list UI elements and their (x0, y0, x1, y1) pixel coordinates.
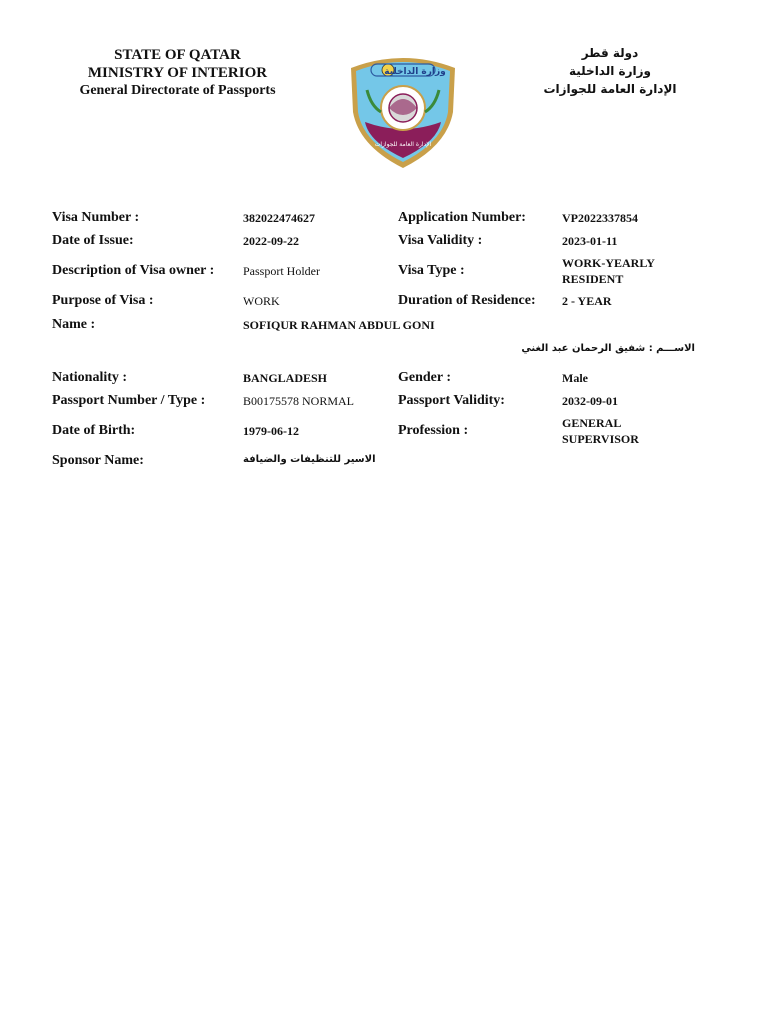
header-arabic (520, 44, 700, 98)
label-arabic-name: الاســـم : (648, 343, 695, 354)
header-english (40, 46, 315, 100)
row-date-of-issue (0, 233, 768, 253)
label-duration-of-residence: Duration of Residence: (398, 293, 536, 308)
label-date-of-issue: Date of Issue: (52, 233, 134, 248)
value-sponsor-name: الاسير للتنظيفات والضيافة (243, 454, 376, 465)
value-purpose-of-visa: WORK (243, 294, 280, 308)
value-passport-number-type: B00175578 NORMAL (243, 394, 355, 408)
label-visa-validity: Visa Validity : (398, 233, 483, 248)
value-visa-number: 382022474627 (243, 211, 315, 225)
value-visa-type-line1: WORK-YEARLY (562, 256, 655, 270)
value-date-of-issue: 2022-09-22 (243, 234, 299, 248)
label-passport-validity: Passport Validity: (398, 393, 505, 408)
value-passport-validity: 2032-09-01 (562, 394, 618, 408)
label-sponsor-name: Sponsor Name: (52, 453, 144, 468)
value-date-of-birth: 1979-06-12 (243, 424, 299, 438)
arabic-name-line (521, 343, 695, 354)
row-visa-number (0, 210, 768, 230)
value-visa-type-line2: RESIDENT (562, 272, 624, 286)
value-description-visa-owner: Passport Holder (243, 264, 320, 278)
header-ar-ministry: وزارة الداخلية (568, 64, 652, 78)
label-visa-number: Visa Number : (52, 210, 140, 225)
label-purpose-of-visa: Purpose of Visa : (52, 293, 154, 308)
header-ar-state: دولة قطر (581, 46, 639, 60)
ministry-emblem (343, 50, 463, 170)
value-nationality: BANGLADESH (243, 371, 328, 385)
value-name: SOFIQUR RAHMAN ABDUL GONI (243, 318, 435, 332)
emblem-text-bottom: الإدارة العامة للجوازات (374, 141, 432, 148)
label-passport-number-type: Passport Number / Type : (52, 393, 206, 408)
value-visa-validity: 2023-01-11 (562, 234, 618, 248)
label-application-number: Application Number: (398, 210, 526, 225)
row-sponsor-name (0, 453, 768, 473)
row-purpose-of-visa (0, 293, 768, 313)
row-nationality (0, 370, 768, 390)
label-name: Name : (52, 317, 96, 332)
label-nationality: Nationality : (52, 370, 128, 385)
emblem-text-top: وزارة الداخلية (384, 67, 446, 77)
row-description-visa-owner (0, 256, 768, 286)
value-profession-line1: GENERAL (562, 416, 622, 430)
row-name (0, 317, 768, 337)
row-arabic-name (0, 343, 768, 363)
header-state: STATE OF QATAR (114, 47, 241, 63)
label-profession: Profession : (398, 423, 469, 438)
value-gender: Male (562, 371, 588, 385)
header-ar-directorate: الإدارة العامة للجوازات (543, 82, 677, 96)
header-ministry: MINISTRY OF INTERIOR (87, 65, 268, 81)
value-application-number: VP2022337854 (562, 211, 638, 225)
label-date-of-birth: Date of Birth: (52, 423, 136, 438)
value-duration-of-residence: 2 - YEAR (562, 294, 612, 308)
value-arabic-name: شفيق الرحمان عبد الغني (521, 343, 646, 354)
row-passport-number (0, 393, 768, 413)
label-visa-type: Visa Type : (398, 263, 465, 278)
header-directorate: General Directorate of Passports (79, 83, 276, 98)
value-profession-line2: SUPERVISOR (562, 432, 639, 446)
label-description-visa-owner: Description of Visa owner : (52, 263, 215, 278)
label-gender: Gender : (398, 370, 452, 385)
row-date-of-birth (0, 416, 768, 446)
